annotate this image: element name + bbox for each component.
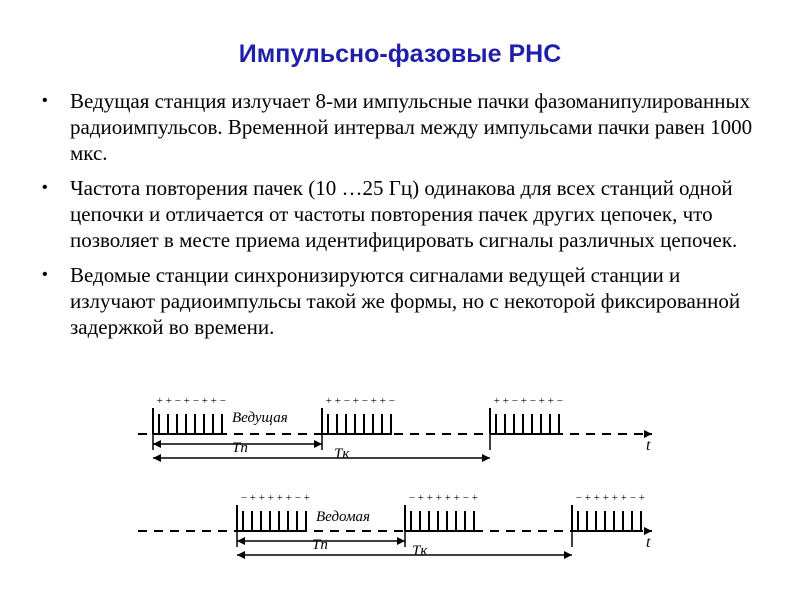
arrowhead-icon [314, 440, 322, 448]
pulse-sign: + [352, 395, 360, 407]
pulse-sign: + [453, 492, 461, 504]
pulse-sign: + [201, 395, 209, 407]
pulse-sign: − [294, 492, 302, 504]
arrowhead-icon [153, 440, 161, 448]
pulse-sign: − [529, 395, 537, 407]
arrowhead-icon [397, 537, 405, 545]
slave-period-label: Tп [312, 537, 328, 553]
bullet-icon: • [42, 92, 48, 109]
pulse-sign: + [370, 395, 378, 407]
arrowhead-icon [564, 551, 572, 559]
pulse-sign: + [379, 395, 387, 407]
pulse-sign: − [192, 395, 200, 407]
pulse-sign: + [249, 492, 257, 504]
pulse-sign: + [417, 492, 425, 504]
slave-label: Ведомая [316, 509, 371, 525]
pulse-sign: + [493, 395, 501, 407]
pulse-sign: + [444, 492, 452, 504]
pulse-sign: − [575, 492, 583, 504]
pulse-sign: + [258, 492, 266, 504]
pulse-sign: + [638, 492, 646, 504]
pulse-sign: − [361, 395, 369, 407]
pulse-sign: + [325, 395, 333, 407]
pulse-sign: + [584, 492, 592, 504]
pulse-sign: − [556, 395, 564, 407]
bullet-item [42, 88, 762, 166]
master-pulse-row [138, 395, 652, 462]
pulse-sign: + [303, 492, 311, 504]
pulse-sign: + [156, 395, 164, 407]
pulse-sign: + [285, 492, 293, 504]
pulse-sign: + [611, 492, 619, 504]
slave-time-axis-label: t [646, 534, 651, 551]
bullet-icon: • [42, 266, 48, 283]
bullet-item [42, 175, 762, 253]
bullet-text: Частота повторения пачек (10 …25 Гц) одинакова для всех станций одной цепочки и отличается от частоты повторения пачек других цепочек, что позволяет в месте приема идентифицировать сигналы различных цепочек. [70, 176, 738, 252]
master-coding-delay-label: Tк [334, 446, 350, 462]
pulse-sign: − [408, 492, 416, 504]
pulse-sign: + [602, 492, 610, 504]
bullet-item [42, 262, 762, 340]
bullet-text: Ведущая станция излучает 8-ми импульсные пачки фазоманипулированных радиоимпульсов. Временной интервал между импульсами пачки равен 1000 мкс. [70, 89, 753, 165]
master-time-axis-label: t [646, 437, 651, 454]
slide-title: Импульсно-фазовые РНС [238, 40, 562, 68]
pulse-sign: + [267, 492, 275, 504]
pulse-sign: + [502, 395, 510, 407]
pulse-sign: + [276, 492, 284, 504]
pulse-sign: + [435, 492, 443, 504]
slave-coding-delay-label: Tк [412, 543, 428, 559]
pulse-sign: − [343, 395, 351, 407]
pulse-sign: + [520, 395, 528, 407]
pulse-sign: − [174, 395, 182, 407]
pulse-sign: − [629, 492, 637, 504]
pulse-timing-diagram [0, 380, 800, 595]
pulse-sign: + [183, 395, 191, 407]
slave-pulse-row [138, 492, 652, 559]
pulse-sign: + [620, 492, 628, 504]
arrowhead-icon [237, 537, 245, 545]
pulse-sign: + [165, 395, 173, 407]
pulse-sign: + [334, 395, 342, 407]
pulse-sign: − [388, 395, 396, 407]
pulse-sign: + [471, 492, 479, 504]
bullet-icon: • [42, 179, 48, 196]
arrowhead-icon [237, 551, 245, 559]
pulse-sign: − [511, 395, 519, 407]
pulse-sign: − [240, 492, 248, 504]
arrowhead-icon [153, 454, 161, 462]
master-label: Ведущая [232, 410, 288, 426]
pulse-sign: − [219, 395, 227, 407]
bullet-list [42, 88, 762, 349]
pulse-sign: + [547, 395, 555, 407]
pulse-sign: + [593, 492, 601, 504]
pulse-sign: + [210, 395, 218, 407]
arrowhead-icon [482, 454, 490, 462]
pulse-sign: + [538, 395, 546, 407]
bullet-text: Ведомые станции синхронизируются сигналами ведущей станции и излучают радиоимпульсы такой же формы, но с некоторой фиксированной задержкой во времени. [70, 263, 741, 339]
pulse-sign: + [426, 492, 434, 504]
pulse-sign: − [462, 492, 470, 504]
master-period-label: Tп [232, 440, 248, 456]
